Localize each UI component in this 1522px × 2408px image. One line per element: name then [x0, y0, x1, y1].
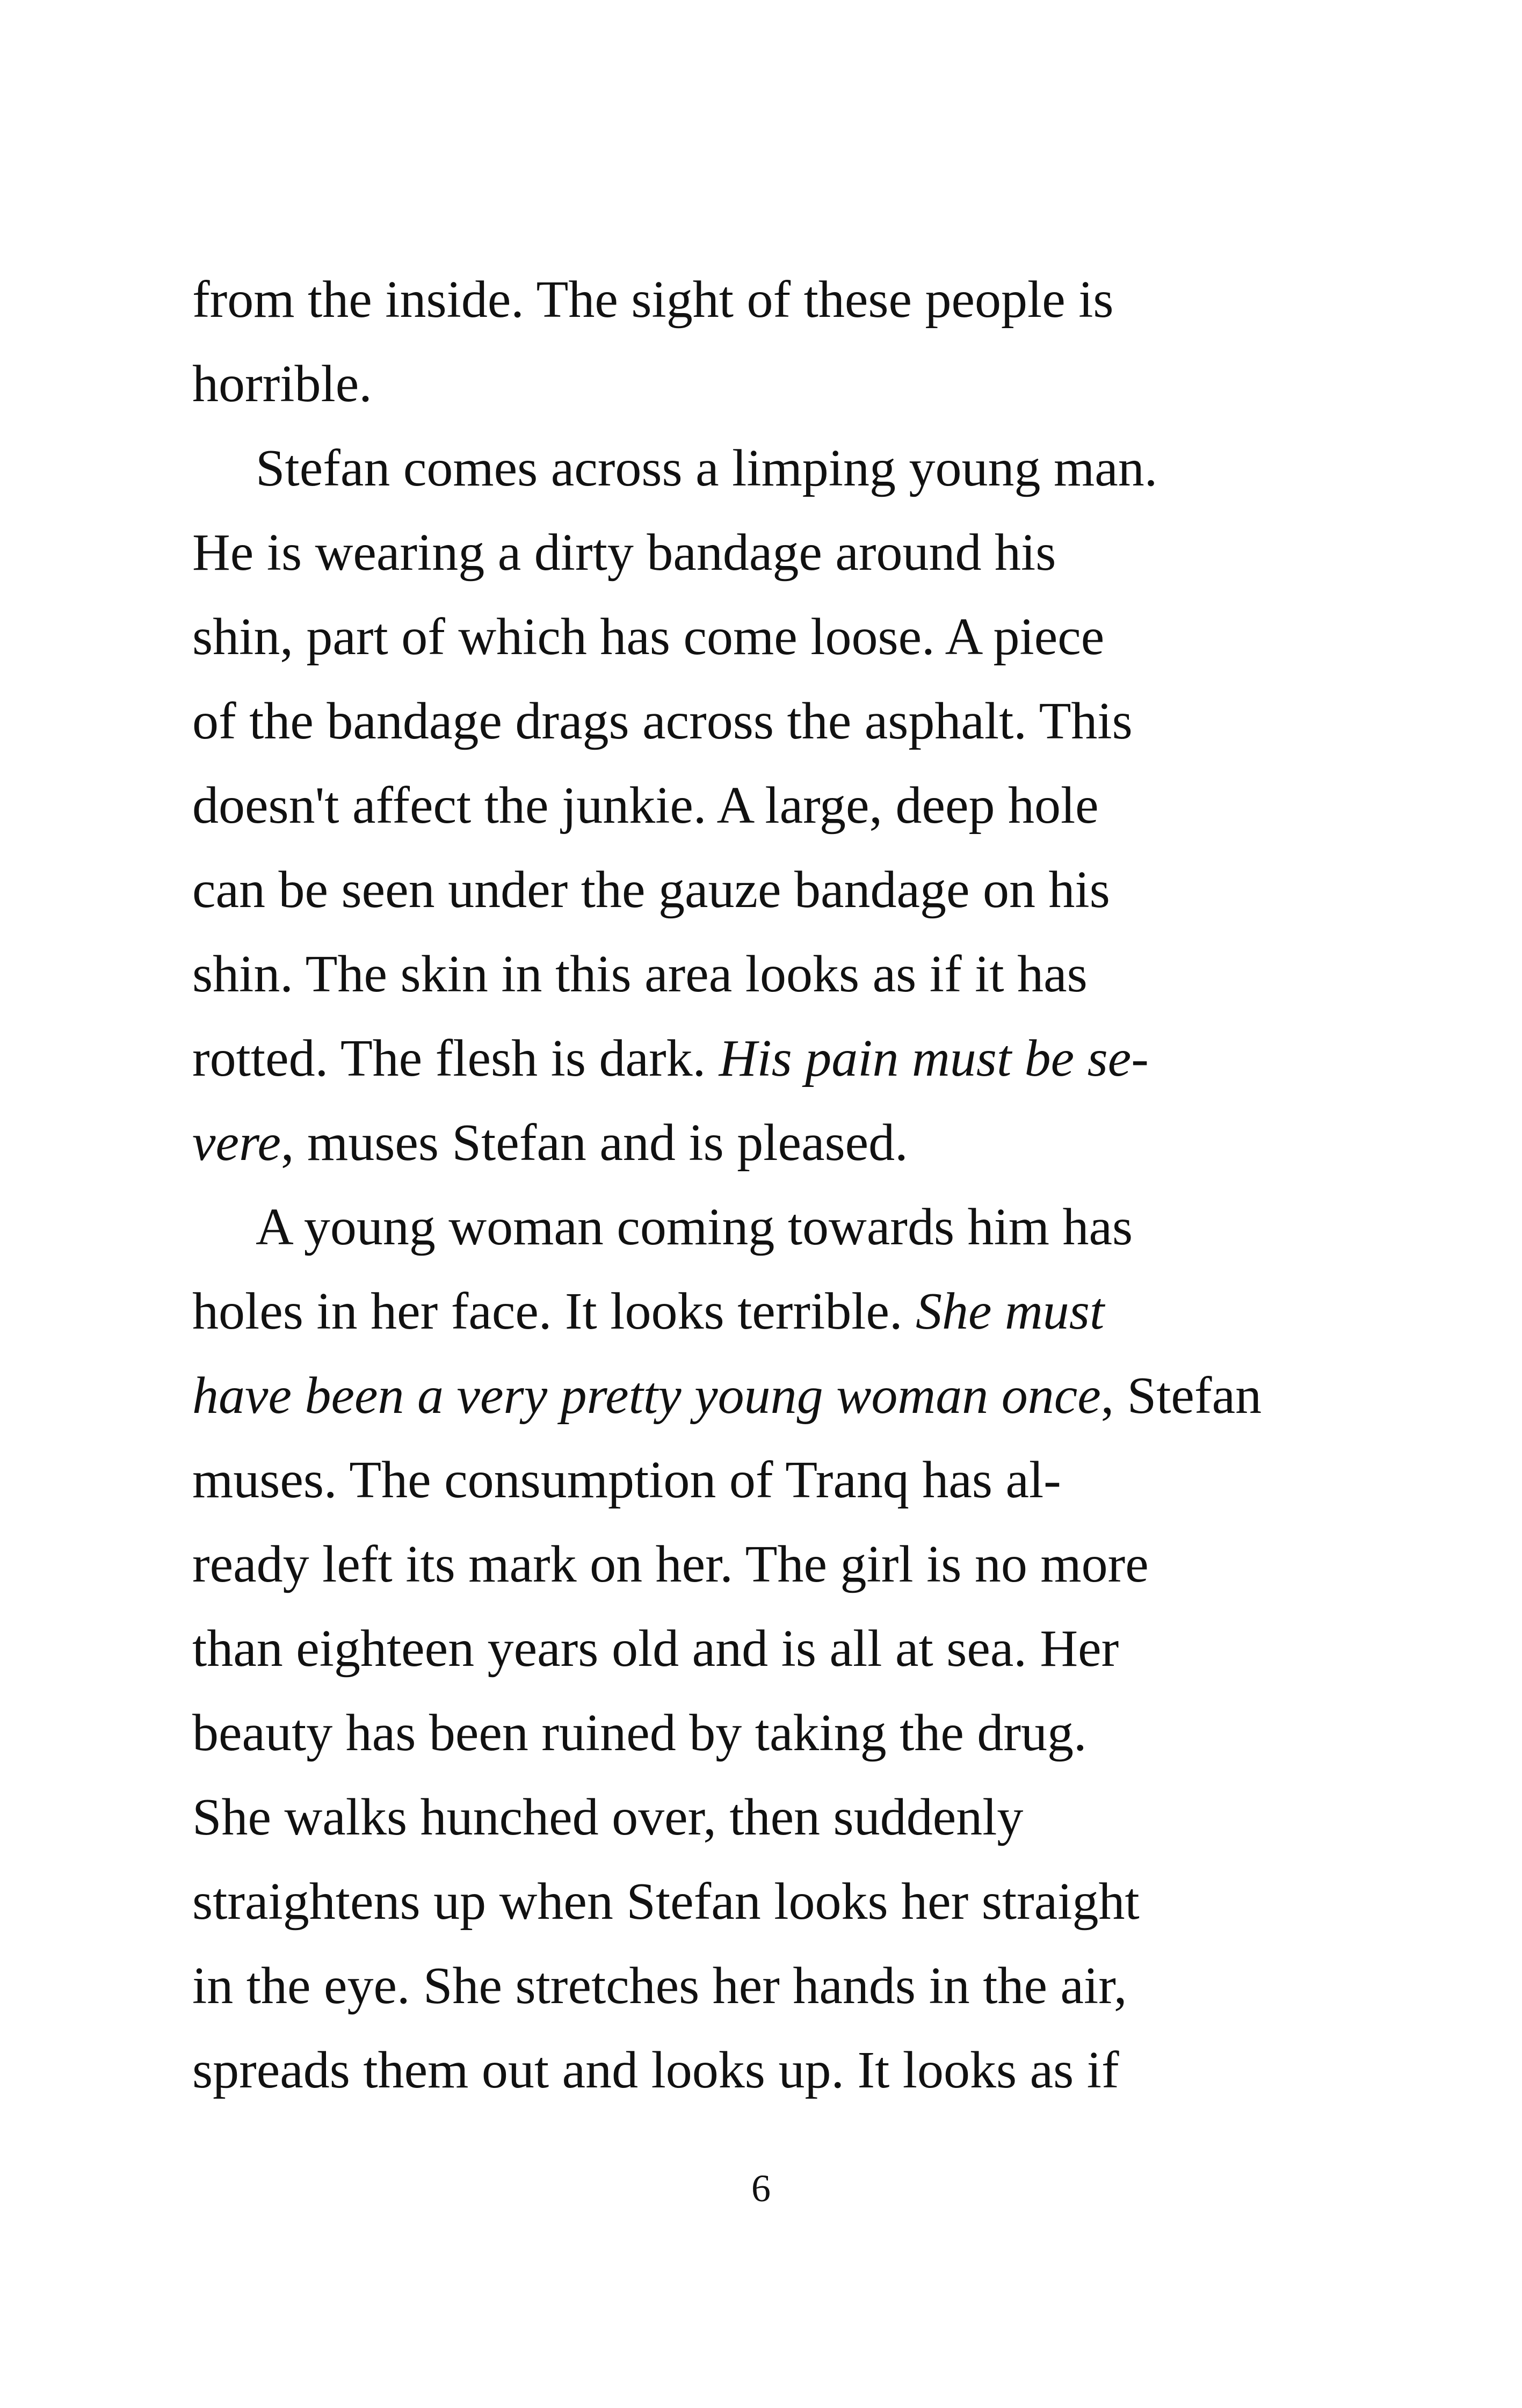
- text-line: horrible.: [192, 355, 372, 413]
- text-line: He is wearing a dirty bandage around his: [192, 524, 1056, 582]
- text-line: from the inside. The sight of these people is: [192, 271, 1114, 329]
- text-line: have been a very pretty young woman once, Stefan: [192, 1367, 1262, 1425]
- text-line: than eighteen years old and is all at sea. Her: [192, 1620, 1119, 1678]
- text-line: shin, part of which has come loose. A piece: [192, 608, 1105, 666]
- body-text: [192, 258, 1266, 2113]
- text-line: ready left its mark on her. The girl is no more: [192, 1535, 1149, 1593]
- text-line: shin. The skin in this area looks as if it has: [192, 945, 1088, 1003]
- text-line: spreads them out and looks up. It looks as if: [192, 2041, 1119, 2099]
- text-line: straightens up when Stefan looks her straight: [192, 1873, 1140, 1931]
- paragraph-start-line: A young woman coming towards him has: [256, 1198, 1133, 1256]
- text-line: rotted. The flesh is dark. His pain must be se-: [192, 1029, 1149, 1087]
- text-line: vere, muses Stefan and is pleased.: [192, 1114, 908, 1172]
- page-number: 6: [751, 2167, 771, 2210]
- italic-thought: She must: [916, 1282, 1105, 1340]
- italic-thought: have been a very pretty young woman once: [192, 1367, 1101, 1425]
- text-line: can be seen under the gauze bandage on his: [192, 861, 1110, 919]
- text-line: holes in her face. It looks terrible. She must: [192, 1282, 1105, 1340]
- text-line: beauty has been ruined by taking the drug.: [192, 1704, 1087, 1762]
- italic-thought: His pain must be se-: [719, 1029, 1149, 1087]
- text-line: in the eye. She stretches her hands in the air,: [192, 1957, 1127, 2015]
- text-line: muses. The consumption of Tranq has al-: [192, 1451, 1061, 1509]
- text-line: of the bandage drags across the asphalt. This: [192, 692, 1133, 750]
- text-line: She walks hunched over, then suddenly: [192, 1788, 1024, 1846]
- italic-thought: vere: [192, 1114, 281, 1172]
- text-line: doesn't affect the junkie. A large, deep hole: [192, 777, 1099, 835]
- paragraph-start-line: Stefan comes across a limping young man.: [256, 439, 1158, 497]
